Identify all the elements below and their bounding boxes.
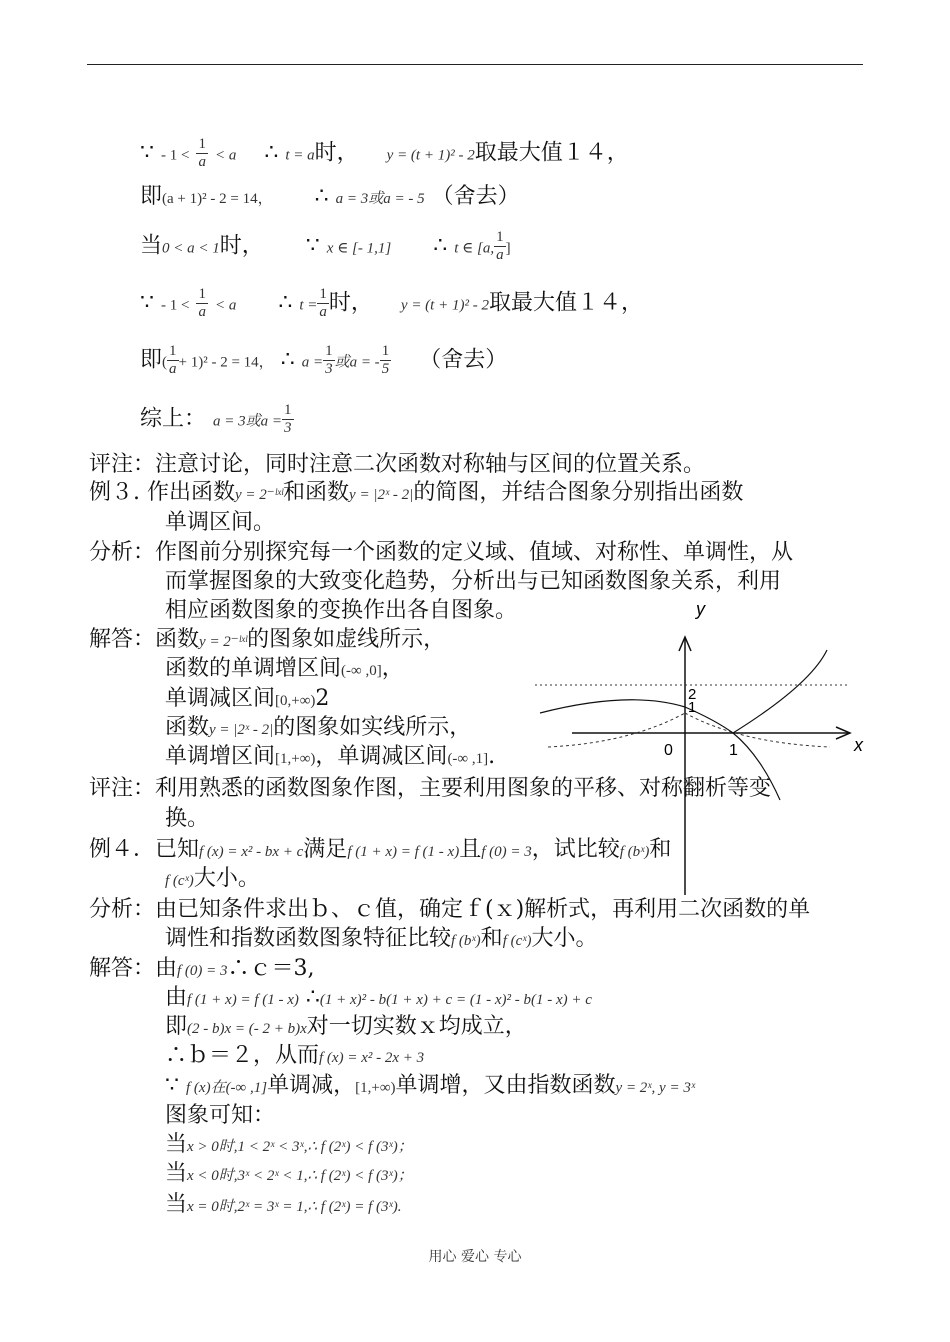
math-expr: - 1 < [161,147,190,164]
math-expr: [1,+∞) [275,751,316,767]
math-expr: - 1 < [161,297,190,314]
therefore-symbol: ∴ [305,985,320,1010]
math-expr: 或a = - [334,354,380,371]
text: 解答： [89,627,156,652]
math-expr: t ∈ [a, [454,240,495,257]
solid-curve-left [540,700,733,733]
text: 的简图，并结合图象分别指出函数 [413,480,744,505]
text: 解答：由 [89,956,178,981]
line-6 [140,402,294,437]
header-rule [87,64,863,65]
math-expr: y = 2ˣ, y = 3ˣ [615,1080,696,1096]
fraction: $\frac{1}{a}$ [198,136,206,170]
text: 当 [140,233,163,259]
text: 例３. 作出函数 [89,480,235,505]
answer-line [165,1073,695,1101]
line-5 [140,343,507,378]
dashed-curve-right [685,713,830,747]
text: （舍去） [431,184,520,209]
text: 单调减， [267,1073,356,1098]
answer-line [165,985,592,1013]
answer-1 [89,627,445,655]
math-expr: a = 3或a = - 5 [335,191,425,207]
therefore-symbol: ∴ [433,233,448,259]
math-expr: < a [214,297,237,314]
math-expr: f (1 + x) = f (1 - x) [347,844,460,860]
line-2 [140,184,520,212]
text: ∴ｂ＝２，从而 [165,1043,320,1068]
math-expr: t = a [285,147,315,164]
solid-curve-lower [733,733,780,800]
comment-2: 评注：利用熟悉的函数图象作图，主要利用图象的平移、对称翻析等变 [89,776,772,801]
text: 换。 [165,806,210,831]
text-line [165,926,598,954]
text: . [488,744,496,769]
therefore-symbol: ∴ [278,290,293,316]
text: 且 [459,837,482,862]
text: 由 [165,985,188,1010]
math-expr: f (0) = 3 [481,844,532,860]
math-expr: y = 2⁻ˡˣˡ [199,634,248,650]
text: 2 [315,686,330,711]
text: 图象可知： [165,1103,276,1128]
fraction: $\frac{1}{a}$ [198,286,206,320]
math-expr: [1,+∞) [355,1080,396,1096]
therefore-symbol: ∴ [280,347,295,373]
fraction: $\frac{1}{a}$ [319,286,327,320]
text: 和 [480,926,503,951]
math-expr: y = 2⁻ˡˣˡ [235,487,284,503]
text: ，试比较 [531,837,620,862]
math-expr: f (cˣ) [502,933,532,949]
text: 相应函数图象的变换作出各自图象。 [165,598,518,623]
line-1 [140,136,629,171]
text: 和函数 [283,480,350,505]
text: 和 [649,837,672,862]
text: 满足 [303,837,348,862]
because-symbol: ∵ [140,140,154,166]
fraction: $\frac{1}{a}$ [169,343,177,377]
text: 单调减区间 [165,686,276,711]
answer-line [165,1192,401,1220]
text: 对一切实数ｘ均成立， [306,1014,527,1039]
text: 而掌握图象的大致变化趋势，分析出与已知函数图象关系，利用 [165,569,782,594]
text: 函数 [165,715,210,740]
text: 单调增，又由指数函数 [395,1073,616,1098]
math-expr: [0,+∞) [275,693,316,709]
math-expr: (2 - b)x = (- 2 + b)x [187,1021,307,1037]
answer-2 [89,956,315,984]
tick-label-1-x: 1 [729,742,738,759]
x-axis-label: x [854,735,863,755]
math-expr: f (cˣ) [165,873,194,889]
math-expr: y = (t + 1)² - 2 [400,297,489,314]
fraction: $\frac{1}{3}$ [284,402,292,436]
text: 取最大值１４， [474,140,629,166]
text: 时， [219,233,264,259]
line-4 [140,286,643,321]
math-expr: y = |2ˣ - 2| [209,722,274,738]
text: 例４．已知 [89,837,200,862]
example-3-title [89,480,743,508]
math-expr: a = [301,354,324,371]
tick-label-2: 2 [688,686,697,703]
answer-line [165,656,404,684]
answer-line [165,1161,413,1189]
comment-1: 评注：注意讨论，同时注意二次函数对称轴与区间的位置关系。 [89,452,706,477]
text: 时， [314,140,359,166]
text: 即 [165,1014,188,1039]
because-symbol: ∵ [165,1073,179,1098]
math-expr: f (x)在(-∞ ,1] [186,1080,268,1096]
analysis-1: 分析：作图前分别探究每一个函数的定义域、值域、对称性、单调性，从 [89,540,794,565]
answer-line [165,686,329,714]
therefore-symbol: ∴ [314,184,329,209]
fraction: $\frac{1}{5}$ [381,343,390,377]
text: 综上： [140,406,207,432]
text: 单调增区间 [165,744,276,769]
analysis-2: 分析：由已知条件求出ｂ、ｃ值，确定ｆ(ｘ)解析式，再利用二次函数的单 [89,897,811,922]
math-expr: (-∞ ,1] [447,751,489,767]
text: ，单调减区间 [315,744,448,769]
fraction: $\frac{1}{a}$ [496,229,504,263]
origin-label: 0 [664,742,673,759]
text: 即 [140,184,163,209]
math-expr: f (0) = 3 [177,963,228,979]
math-expr: f (bˣ) [451,933,481,949]
math-expr: x < 0时,3ˣ < 2ˣ < 1,∴ f (2ˣ) < f (3ˣ)； [187,1168,413,1184]
text: ∴ｃ＝3, [227,956,315,981]
tick-label-1-y: 1 [688,699,697,716]
math-expr: ] [505,240,511,257]
answer-line [165,1132,413,1160]
math-expr: t = [299,297,318,314]
therefore-symbol: ∴ [264,140,279,166]
function-graph [520,595,870,900]
text: 函数的单调增区间 [165,656,342,681]
text-line [165,866,260,894]
text: ， [381,656,404,681]
text: 时， [328,290,373,316]
math-expr: a = 3或a = [213,413,283,430]
text: 即 [140,347,163,373]
math-expr: (1 + x)² - b(1 + x) + c = (1 - x)² - b(1 - x) + c [319,992,592,1008]
text: 单调区间。 [165,510,276,535]
because-symbol: ∵ [305,233,320,259]
text: 当 [165,1132,188,1157]
answer-line [165,1043,424,1071]
math-expr: 0 < a < 1 [162,240,220,257]
text: （舍去） [419,347,508,373]
math-expr: (-∞ ,0] [341,663,382,679]
math-expr: x ∈ [- 1,1] [326,240,392,257]
y-axis-label: y [696,599,705,619]
answer-line [165,1014,527,1042]
solid-curve-right [733,650,827,733]
text: 调性和指数函数图象特征比较 [165,926,452,951]
text: 取最大值１４， [488,290,643,316]
fraction: $\frac{1}{3}$ [325,343,333,377]
answer-line [165,744,495,772]
answer-line [165,715,471,743]
page-footer: 用心 爱心 专心 [428,1249,522,1265]
math-expr: f (x) = x² - bx + c [199,844,304,860]
text: 当 [165,1192,188,1217]
math-expr: x = 0时,2ˣ = 3ˣ = 1,∴ f (2ˣ) = f (3ˣ). [187,1199,402,1215]
text: 当 [165,1161,188,1186]
text: 的图象如实线所示， [273,715,472,740]
math-expr: x > 0时,1 < 2ˣ < 3ˣ,∴ f (2ˣ) < f (3ˣ)； [187,1139,413,1155]
text: 大小。 [193,866,260,891]
math-expr: < a [214,147,237,164]
text: 函数 [155,627,200,652]
math-expr: f (bˣ) [619,844,650,860]
text: 大小。 [531,926,598,951]
math-expr: y = (t + 1)² - 2 [386,147,475,164]
math-expr: y = |2ˣ - 2| [349,487,414,503]
line-3 [140,229,511,264]
math-expr: ( [162,354,168,371]
because-symbol: ∵ [140,290,154,316]
math-expr: (a + 1)² - 2 = 14， [162,191,273,207]
math-expr: + 1)² - 2 = 14， [178,354,274,371]
text: 的图象如虚线所示， [247,627,446,652]
math-expr: f (1 + x) = f (1 - x) [187,992,299,1008]
math-expr: f (x) = x² - 2x + 3 [319,1050,425,1066]
